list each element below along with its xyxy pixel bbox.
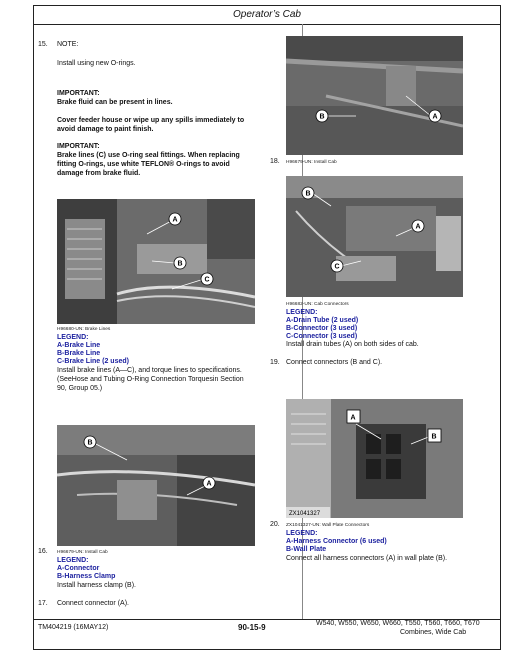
brake-lines-photo: [57, 199, 255, 324]
step-15-caption: H96680-UN: Brake Lines: [57, 327, 111, 332]
step-17-number: 17.: [38, 600, 48, 607]
step-15-legend-a: A-Brake Line: [57, 342, 101, 349]
step-18-caption: H96682-UN: Cab Connectors: [286, 302, 349, 307]
callout-a-5: A: [350, 414, 356, 422]
step-20-caption: ZX1041327-UN: Wall Plate Connectors: [286, 523, 370, 528]
important-2-label: IMPORTANT:: [57, 143, 100, 150]
footer-subtitle: Combines, Wide Cab: [400, 629, 467, 636]
step-20-instruction: Connect all harness connectors (A) in wall plate (B).: [286, 555, 448, 562]
step-15-instruction-1: Install brake lines (A—C), and torque lines to specifications.: [57, 367, 242, 374]
callout-b: B: [177, 260, 183, 268]
step-16-legend-title: LEGEND:: [57, 557, 89, 564]
step-17-instruction: Connect connector (A).: [57, 600, 129, 607]
step-20-number: 20.: [270, 521, 280, 528]
step-18-legend-title: LEGEND:: [286, 309, 318, 316]
callout-c-2: C: [334, 263, 340, 271]
step-18-legend-c: C-Connector (3 used): [286, 333, 358, 340]
important-1-line-1: Brake fluid can be present in lines.: [57, 99, 173, 106]
important-1-label: IMPORTANT:: [57, 90, 100, 97]
step-15-instruction-2: (SeeHose and Tubing O-Ring Connection Torquesin Section: [57, 376, 244, 383]
callout-c: C: [204, 276, 210, 284]
step-15-note: Install using new O-rings.: [57, 60, 136, 67]
step-20-legend-a: A-Harness Connector (6 used): [286, 538, 387, 545]
install-cab-photo: [286, 36, 463, 155]
step-16-caption: H96679-UN: Install Cab: [57, 550, 108, 555]
footer-models: W540, W550, W650, W660, T550, T560, T660, T670: [316, 620, 480, 627]
step-18-legend-b: B-Connector (3 used): [286, 325, 358, 332]
step-20-legend-title: LEGEND:: [286, 530, 318, 537]
callout-b-5: B: [431, 433, 437, 441]
step-15-legend-c: C-Brake Line (2 used): [57, 358, 129, 365]
callout-b-3: B: [319, 113, 325, 121]
callout-a-4: A: [415, 223, 421, 231]
step-15-legend-b: B-Brake Line: [57, 350, 101, 357]
page-header: Operator’s Cab: [34, 6, 500, 25]
step-15-note-title: NOTE:: [57, 41, 79, 48]
callout-b-2: B: [87, 439, 93, 447]
important-2-line-1: Brake lines (C) use O-ring seal fittings. When replacing: [57, 152, 240, 159]
step-15-instruction-3: 90, Group 05.): [57, 385, 103, 392]
step-20-legend-b: B-Wall Plate: [286, 546, 327, 553]
photo-id-label: ZX1041327: [289, 511, 321, 517]
step-16-legend-b: B-Harness Clamp: [57, 573, 116, 580]
callout-b-4: B: [305, 190, 311, 198]
install-cab-caption: H96679-UN: Install Cab: [286, 160, 337, 165]
step-16-number: 16.: [38, 548, 48, 555]
step-15-legend-title: LEGEND:: [57, 334, 89, 341]
important-1-line-2: Cover feeder house or wipe up any spills immediately to: [57, 117, 245, 124]
step-18-instruction: Install drain tubes (A) on both sides of cab.: [286, 341, 419, 348]
callout-a-2: A: [206, 480, 212, 488]
step-19-number: 19.: [270, 359, 280, 366]
step-19-instruction: Connect connectors (B and C).: [286, 359, 383, 366]
step-18-legend-a: A-Drain Tube (2 used): [286, 317, 359, 324]
callout-a: A: [172, 216, 178, 224]
wall-plate-photo: [286, 399, 463, 518]
important-2-line-2: fitting O-rings, use white TEFLON® O-rings to avoid: [57, 161, 230, 168]
step-18-number: 18.: [270, 158, 280, 165]
step-15-number: 15.: [38, 41, 48, 48]
step-16-legend-a: A-Connector: [57, 565, 100, 572]
footer-page-number: 90-15-9: [238, 623, 266, 632]
harness-clamp-photo: [57, 425, 255, 546]
step-16-instruction: Install harness clamp (B).: [57, 582, 136, 589]
callout-a-3: A: [432, 113, 438, 121]
important-2-line-3: damage from brake fluid.: [57, 170, 141, 177]
important-1-line-3: avoid damage to paint finish.: [57, 126, 154, 133]
footer-doc-id: TM404219 (16MAY12): [38, 624, 109, 631]
cab-connectors-photo: [286, 176, 463, 297]
